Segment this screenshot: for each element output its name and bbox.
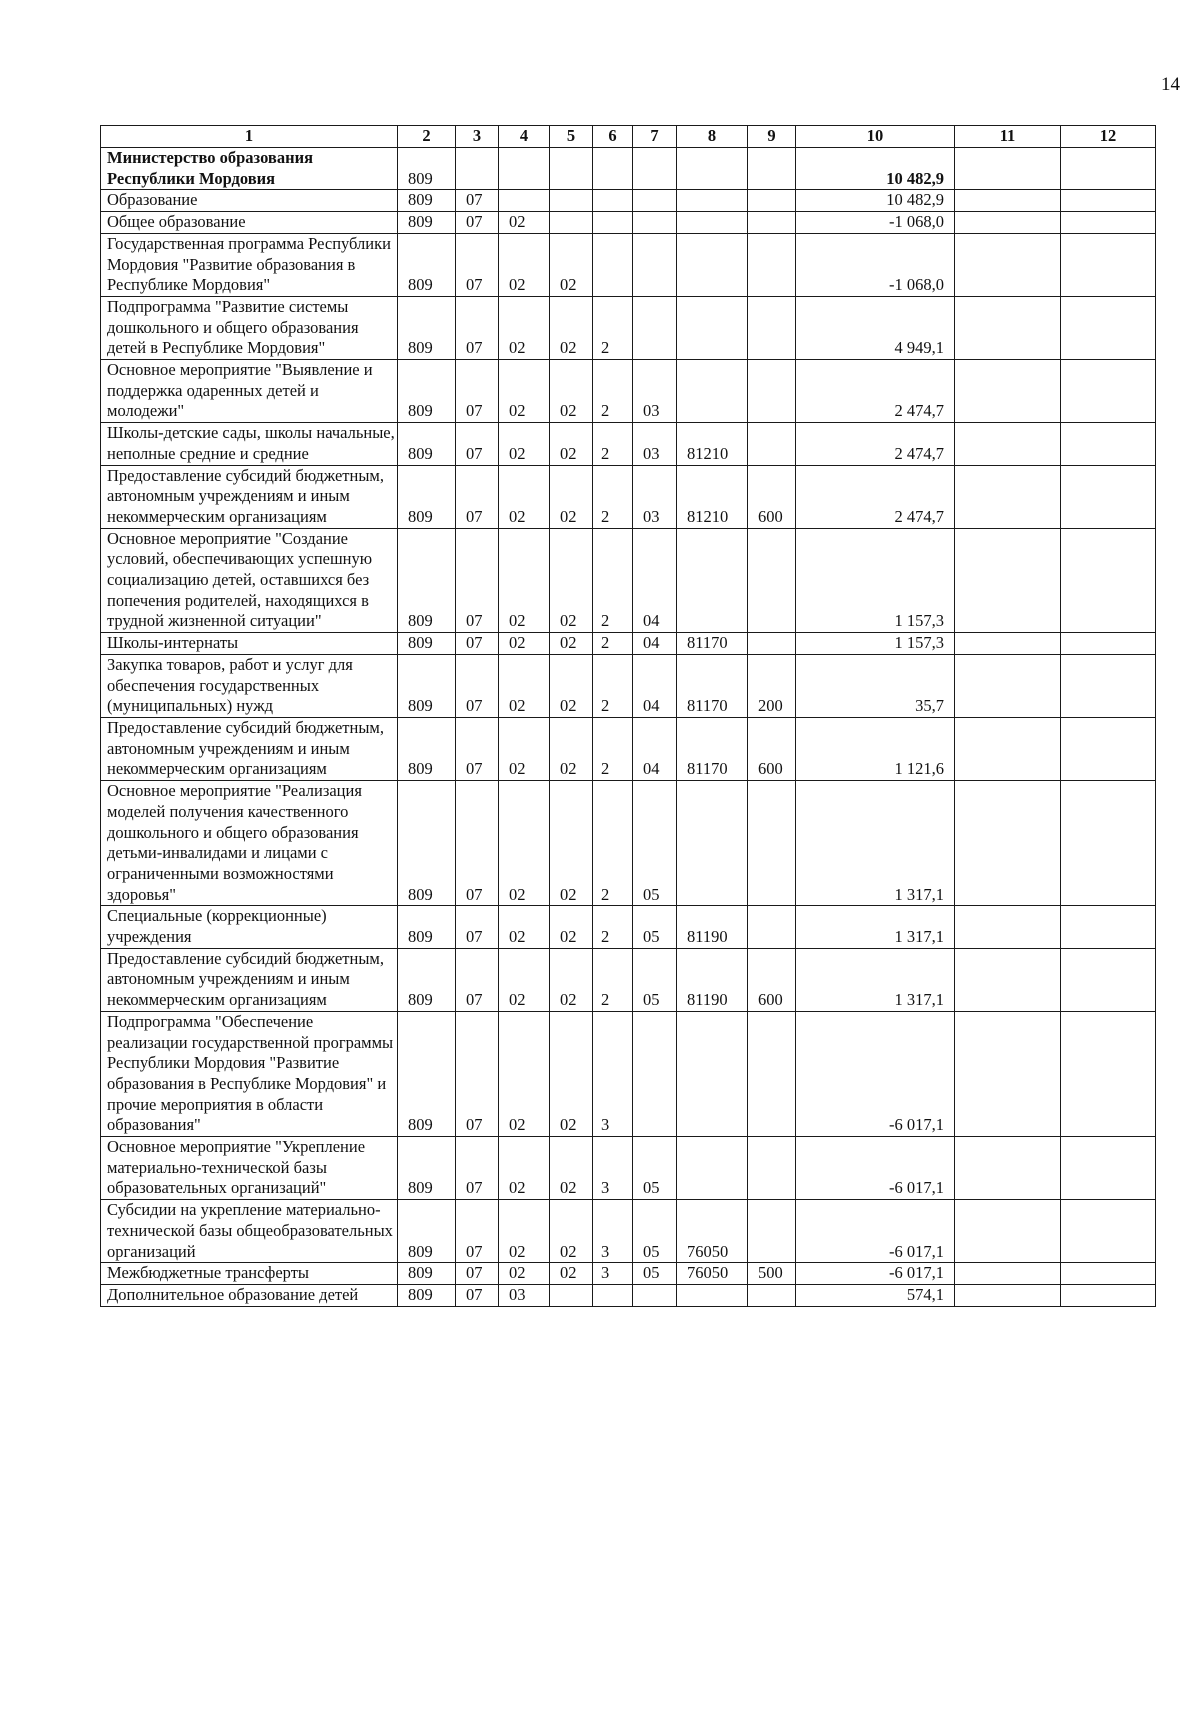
code-cell: 809 — [398, 212, 456, 234]
code-cell: 809 — [398, 654, 456, 717]
empty-cell — [1061, 717, 1156, 780]
code-cell: 04 — [633, 717, 677, 780]
code-cell: 2 — [593, 906, 633, 948]
table-row — [101, 190, 1156, 212]
row-name-cell: Предоставление субсидий бюджетным, автономным учреждениям и иным некоммерческим организациям — [101, 948, 398, 1011]
empty-cell — [955, 1200, 1061, 1263]
table-row — [101, 1137, 1156, 1200]
code-cell — [633, 190, 677, 212]
code-cell: 600 — [748, 465, 796, 528]
code-cell: 76050 — [677, 1263, 748, 1285]
code-cell: 809 — [398, 1284, 456, 1306]
row-name-cell: Подпрограмма "Развитие системы дошкольного и общего образования детей в Республике Мордовия" — [101, 296, 398, 359]
code-cell: 2 — [593, 948, 633, 1011]
code-cell: 809 — [398, 1200, 456, 1263]
table-row — [101, 212, 1156, 234]
table-row — [101, 654, 1156, 717]
code-cell — [593, 190, 633, 212]
code-cell: 05 — [633, 1137, 677, 1200]
code-cell — [550, 1284, 593, 1306]
code-cell — [748, 633, 796, 655]
empty-cell — [1061, 633, 1156, 655]
code-cell: 07 — [456, 1263, 499, 1285]
code-cell — [677, 1011, 748, 1136]
empty-cell — [1061, 465, 1156, 528]
empty-cell — [955, 948, 1061, 1011]
code-cell — [593, 1284, 633, 1306]
code-cell: 05 — [633, 906, 677, 948]
code-cell — [499, 190, 550, 212]
code-cell: 81170 — [677, 654, 748, 717]
code-cell: 07 — [456, 654, 499, 717]
code-cell: 809 — [398, 948, 456, 1011]
code-cell: 809 — [398, 296, 456, 359]
empty-cell — [955, 528, 1061, 633]
amount-cell: -6 017,1 — [796, 1200, 955, 1263]
amount-cell: 1 121,6 — [796, 717, 955, 780]
code-cell — [748, 1011, 796, 1136]
code-cell: 809 — [398, 233, 456, 296]
row-name-cell: Специальные (коррекционные) учреждения — [101, 906, 398, 948]
table-row — [101, 296, 1156, 359]
code-cell — [677, 1137, 748, 1200]
code-cell — [677, 212, 748, 234]
empty-cell — [1061, 233, 1156, 296]
empty-cell — [955, 1263, 1061, 1285]
empty-cell — [1061, 781, 1156, 906]
empty-cell — [1061, 296, 1156, 359]
code-cell — [633, 212, 677, 234]
code-cell: 81170 — [677, 717, 748, 780]
code-cell: 03 — [633, 360, 677, 423]
code-cell: 809 — [398, 1263, 456, 1285]
code-cell: 02 — [499, 212, 550, 234]
code-cell: 05 — [633, 948, 677, 1011]
code-cell: 03 — [633, 423, 677, 465]
empty-cell — [1061, 1284, 1156, 1306]
code-cell: 07 — [456, 423, 499, 465]
row-name-cell: Школы-интернаты — [101, 633, 398, 655]
table-row — [101, 906, 1156, 948]
code-cell: 07 — [456, 781, 499, 906]
code-cell — [550, 148, 593, 190]
table-row — [101, 1263, 1156, 1285]
code-cell: 600 — [748, 948, 796, 1011]
column-header: 6 — [593, 126, 633, 148]
code-cell — [677, 190, 748, 212]
row-name-cell: Предоставление субсидий бюджетным, автономным учреждениям и иным некоммерческим организациям — [101, 465, 398, 528]
empty-cell — [955, 190, 1061, 212]
code-cell: 2 — [593, 360, 633, 423]
code-cell: 02 — [499, 906, 550, 948]
amount-cell: 2 474,7 — [796, 465, 955, 528]
code-cell: 2 — [593, 781, 633, 906]
code-cell: 07 — [456, 948, 499, 1011]
code-cell: 2 — [593, 717, 633, 780]
code-cell: 2 — [593, 654, 633, 717]
empty-cell — [955, 633, 1061, 655]
code-cell: 02 — [499, 1200, 550, 1263]
code-cell — [593, 148, 633, 190]
code-cell — [748, 906, 796, 948]
code-cell: 07 — [456, 233, 499, 296]
code-cell: 02 — [550, 233, 593, 296]
code-cell: 04 — [633, 633, 677, 655]
code-cell: 05 — [633, 1263, 677, 1285]
column-header: 12 — [1061, 126, 1156, 148]
amount-cell: 10 482,9 — [796, 148, 955, 190]
code-cell: 02 — [550, 1011, 593, 1136]
empty-cell — [1061, 528, 1156, 633]
table-body — [101, 148, 1156, 1307]
page-number: 14 — [1161, 74, 1180, 95]
row-name-cell: Дополнительное образование детей — [101, 1284, 398, 1306]
code-cell: 02 — [550, 296, 593, 359]
row-name-cell: Основное мероприятие "Реализация моделей получения качественного дошкольного и общего образования детьми-инвалидами и лицами с ограниченными возможностями здоровья" — [101, 781, 398, 906]
table-row — [101, 1284, 1156, 1306]
empty-cell — [1061, 1200, 1156, 1263]
empty-cell — [1061, 1137, 1156, 1200]
code-cell: 81210 — [677, 465, 748, 528]
empty-cell — [955, 212, 1061, 234]
code-cell — [593, 233, 633, 296]
empty-cell — [955, 654, 1061, 717]
amount-cell: 35,7 — [796, 654, 955, 717]
code-cell: 2 — [593, 528, 633, 633]
code-cell: 04 — [633, 528, 677, 633]
empty-cell — [955, 781, 1061, 906]
code-cell — [677, 148, 748, 190]
code-cell: 02 — [550, 781, 593, 906]
row-name-cell: Основное мероприятие "Выявление и поддержка одаренных детей и молодежи" — [101, 360, 398, 423]
code-cell: 07 — [456, 360, 499, 423]
code-cell — [748, 781, 796, 906]
row-name-cell: Основное мероприятие "Создание условий, обеспечивающих успешную социализацию детей, оставшихся без попечения родителей, находящихся в трудной жизненной ситуации" — [101, 528, 398, 633]
amount-cell: 574,1 — [796, 1284, 955, 1306]
code-cell: 02 — [499, 465, 550, 528]
code-cell: 809 — [398, 360, 456, 423]
amount-cell: 1 157,3 — [796, 633, 955, 655]
code-cell — [748, 360, 796, 423]
code-cell: 02 — [550, 465, 593, 528]
code-cell: 3 — [593, 1011, 633, 1136]
code-cell: 02 — [550, 633, 593, 655]
code-cell — [677, 781, 748, 906]
code-cell: 02 — [499, 528, 550, 633]
table-row — [101, 1200, 1156, 1263]
code-cell: 02 — [499, 654, 550, 717]
code-cell — [748, 233, 796, 296]
table-row — [101, 423, 1156, 465]
row-name-cell: Общее образование — [101, 212, 398, 234]
column-header: 4 — [499, 126, 550, 148]
table-row — [101, 360, 1156, 423]
empty-cell — [955, 906, 1061, 948]
code-cell — [677, 296, 748, 359]
code-cell — [677, 360, 748, 423]
code-cell: 02 — [499, 360, 550, 423]
table-row — [101, 148, 1156, 190]
code-cell — [550, 190, 593, 212]
column-header: 10 — [796, 126, 955, 148]
empty-cell — [955, 1137, 1061, 1200]
amount-cell: -1 068,0 — [796, 233, 955, 296]
code-cell — [748, 528, 796, 633]
code-cell: 809 — [398, 190, 456, 212]
empty-cell — [1061, 1263, 1156, 1285]
code-cell: 02 — [499, 781, 550, 906]
code-cell: 02 — [550, 360, 593, 423]
code-cell: 809 — [398, 1011, 456, 1136]
code-cell — [633, 233, 677, 296]
code-cell: 81170 — [677, 633, 748, 655]
code-cell: 02 — [499, 233, 550, 296]
code-cell — [748, 190, 796, 212]
table-row — [101, 1011, 1156, 1136]
code-cell — [748, 1200, 796, 1263]
empty-cell — [1061, 906, 1156, 948]
code-cell: 02 — [550, 1200, 593, 1263]
code-cell — [677, 233, 748, 296]
header-row — [101, 126, 1156, 148]
empty-cell — [955, 717, 1061, 780]
code-cell: 02 — [550, 1137, 593, 1200]
amount-cell: 1 317,1 — [796, 906, 955, 948]
empty-cell — [955, 1284, 1061, 1306]
amount-cell: 10 482,9 — [796, 190, 955, 212]
row-name-cell: Предоставление субсидий бюджетным, автономным учреждениям и иным некоммерческим организациям — [101, 717, 398, 780]
code-cell — [499, 148, 550, 190]
code-cell: 07 — [456, 906, 499, 948]
code-cell — [456, 148, 499, 190]
empty-cell — [955, 233, 1061, 296]
code-cell: 02 — [499, 1011, 550, 1136]
code-cell: 2 — [593, 296, 633, 359]
amount-cell: -6 017,1 — [796, 1011, 955, 1136]
budget-table — [100, 125, 1156, 1307]
table-row — [101, 717, 1156, 780]
code-cell: 02 — [550, 1263, 593, 1285]
empty-cell — [1061, 1011, 1156, 1136]
column-header: 1 — [101, 126, 398, 148]
code-cell — [550, 212, 593, 234]
code-cell: 02 — [499, 948, 550, 1011]
amount-cell: 2 474,7 — [796, 360, 955, 423]
amount-cell: 1 317,1 — [796, 948, 955, 1011]
code-cell: 02 — [499, 717, 550, 780]
empty-cell — [955, 360, 1061, 423]
code-cell: 3 — [593, 1200, 633, 1263]
code-cell: 07 — [456, 717, 499, 780]
amount-cell: -6 017,1 — [796, 1263, 955, 1285]
code-cell — [633, 1011, 677, 1136]
empty-cell — [1061, 212, 1156, 234]
column-header: 7 — [633, 126, 677, 148]
table-row — [101, 233, 1156, 296]
code-cell: 07 — [456, 296, 499, 359]
code-cell: 809 — [398, 148, 456, 190]
code-cell: 02 — [550, 948, 593, 1011]
code-cell: 03 — [499, 1284, 550, 1306]
table-row — [101, 528, 1156, 633]
code-cell: 200 — [748, 654, 796, 717]
code-cell: 07 — [456, 190, 499, 212]
code-cell — [593, 212, 633, 234]
code-cell: 81210 — [677, 423, 748, 465]
code-cell: 02 — [499, 296, 550, 359]
amount-cell: -1 068,0 — [796, 212, 955, 234]
code-cell: 809 — [398, 633, 456, 655]
code-cell: 07 — [456, 528, 499, 633]
code-cell — [677, 1284, 748, 1306]
code-cell: 02 — [550, 423, 593, 465]
code-cell — [633, 296, 677, 359]
empty-cell — [1061, 654, 1156, 717]
column-header: 3 — [456, 126, 499, 148]
code-cell: 02 — [499, 1263, 550, 1285]
column-header: 11 — [955, 126, 1061, 148]
code-cell — [677, 528, 748, 633]
amount-cell: -6 017,1 — [796, 1137, 955, 1200]
empty-cell — [955, 296, 1061, 359]
code-cell: 07 — [456, 1200, 499, 1263]
row-name-cell: Подпрограмма "Обеспечение реализации государственной программы Республики Мордовия "Развитие образования в Республике Мордовия" и прочие мероприятия в области образования" — [101, 1011, 398, 1136]
code-cell: 07 — [456, 1137, 499, 1200]
row-name-cell: Образование — [101, 190, 398, 212]
code-cell: 81190 — [677, 948, 748, 1011]
code-cell: 02 — [550, 717, 593, 780]
column-header: 8 — [677, 126, 748, 148]
code-cell: 600 — [748, 717, 796, 780]
empty-cell — [1061, 360, 1156, 423]
code-cell — [748, 1137, 796, 1200]
amount-cell: 1 317,1 — [796, 781, 955, 906]
code-cell: 02 — [550, 906, 593, 948]
code-cell: 07 — [456, 633, 499, 655]
row-name-cell: Субсидии на укрепление материально-технической базы общеобразовательных организаций — [101, 1200, 398, 1263]
code-cell: 05 — [633, 781, 677, 906]
code-cell — [748, 148, 796, 190]
amount-cell: 2 474,7 — [796, 423, 955, 465]
code-cell: 500 — [748, 1263, 796, 1285]
code-cell: 02 — [550, 528, 593, 633]
code-cell: 3 — [593, 1137, 633, 1200]
row-name-cell: Государственная программа Республики Мордовия "Развитие образования в Республике Мордовия" — [101, 233, 398, 296]
table-row — [101, 465, 1156, 528]
code-cell: 809 — [398, 465, 456, 528]
table-row — [101, 781, 1156, 906]
column-header: 9 — [748, 126, 796, 148]
row-name-cell: Основное мероприятие "Укрепление материально-технической базы образовательных организаций" — [101, 1137, 398, 1200]
code-cell: 07 — [456, 1284, 499, 1306]
code-cell: 07 — [456, 465, 499, 528]
code-cell: 02 — [499, 1137, 550, 1200]
row-name-cell: Межбюджетные трансферты — [101, 1263, 398, 1285]
column-header: 5 — [550, 126, 593, 148]
empty-cell — [955, 148, 1061, 190]
row-name-cell: Закупка товаров, работ и услуг для обеспечения государственных (муниципальных) нужд — [101, 654, 398, 717]
column-header: 2 — [398, 126, 456, 148]
code-cell — [748, 423, 796, 465]
code-cell — [748, 1284, 796, 1306]
row-name-cell: Школы-детские сады, школы начальные, неполные средние и средние — [101, 423, 398, 465]
empty-cell — [955, 423, 1061, 465]
code-cell: 07 — [456, 212, 499, 234]
empty-cell — [955, 465, 1061, 528]
empty-cell — [1061, 423, 1156, 465]
code-cell: 76050 — [677, 1200, 748, 1263]
code-cell — [748, 212, 796, 234]
code-cell: 809 — [398, 717, 456, 780]
code-cell: 81190 — [677, 906, 748, 948]
amount-cell: 4 949,1 — [796, 296, 955, 359]
row-name-cell: Министерство образования Республики Мордовия — [101, 148, 398, 190]
code-cell: 809 — [398, 1137, 456, 1200]
code-cell: 02 — [499, 633, 550, 655]
code-cell: 02 — [499, 423, 550, 465]
empty-cell — [1061, 148, 1156, 190]
empty-cell — [955, 1011, 1061, 1136]
code-cell: 3 — [593, 1263, 633, 1285]
code-cell: 2 — [593, 633, 633, 655]
empty-cell — [1061, 948, 1156, 1011]
code-cell: 2 — [593, 465, 633, 528]
code-cell — [633, 148, 677, 190]
code-cell: 2 — [593, 423, 633, 465]
code-cell: 809 — [398, 781, 456, 906]
code-cell: 04 — [633, 654, 677, 717]
code-cell: 809 — [398, 528, 456, 633]
code-cell: 05 — [633, 1200, 677, 1263]
amount-cell: 1 157,3 — [796, 528, 955, 633]
code-cell: 03 — [633, 465, 677, 528]
code-cell: 809 — [398, 906, 456, 948]
code-cell — [748, 296, 796, 359]
code-cell — [633, 1284, 677, 1306]
table-row — [101, 633, 1156, 655]
code-cell: 02 — [550, 654, 593, 717]
empty-cell — [1061, 190, 1156, 212]
table-row — [101, 948, 1156, 1011]
code-cell: 07 — [456, 1011, 499, 1136]
code-cell: 809 — [398, 423, 456, 465]
